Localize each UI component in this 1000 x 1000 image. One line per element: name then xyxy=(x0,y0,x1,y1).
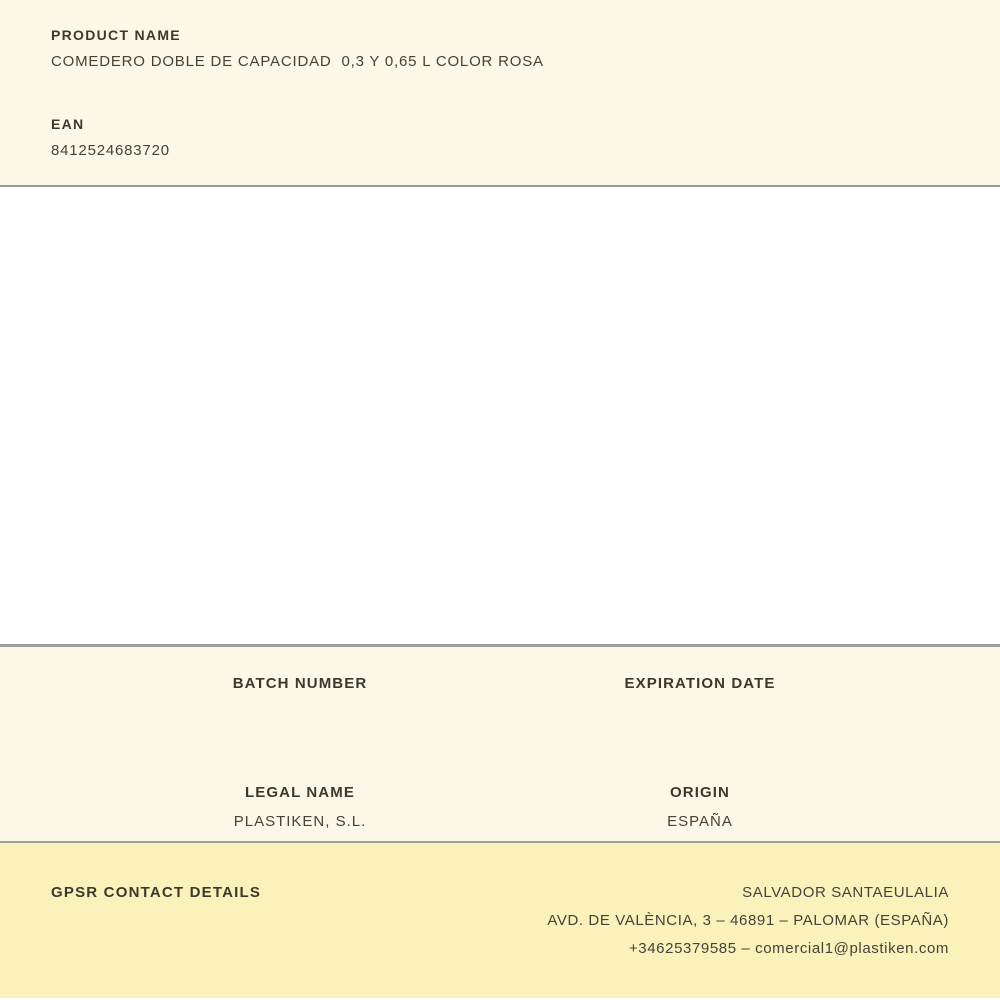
ean-label: EAN xyxy=(51,116,85,132)
details-section xyxy=(0,644,1000,843)
gpsr-contact-block xyxy=(547,879,949,963)
product-name-label: PRODUCT NAME xyxy=(51,27,181,43)
details-row-batch-expiration xyxy=(100,675,900,722)
product-image-area xyxy=(0,187,1000,644)
legal-name-cell xyxy=(100,784,500,831)
batch-number-value xyxy=(100,704,500,722)
ean-value: 8412524683720 xyxy=(51,142,170,159)
product-info-section xyxy=(0,0,1000,187)
product-name-value: COMEDERO DOBLE DE CAPACIDAD 0,3 Y 0,65 L COLOR ROSA xyxy=(51,53,544,70)
legal-name-value: PLASTIKEN, S.L. xyxy=(233,813,367,830)
legal-name-label: LEGAL NAME xyxy=(245,784,355,801)
gpsr-contact-section xyxy=(0,843,1000,998)
origin-cell xyxy=(500,784,900,831)
gpsr-contact-address: AVD. DE VALÈNCIA, 3 – 46891 – PALOMAR (ESPAÑA) xyxy=(547,912,949,929)
expiration-date-label: EXPIRATION DATE xyxy=(624,675,776,692)
details-row-legal-origin xyxy=(100,784,900,831)
gpsr-contact-label: GPSR CONTACT DETAILS xyxy=(51,884,262,901)
gpsr-contact-phone-email: +34625379585 – comercial1@plastiken.com xyxy=(628,940,949,957)
expiration-date-value xyxy=(500,704,900,722)
origin-value: ESPAÑA xyxy=(667,813,733,830)
batch-number-cell xyxy=(100,675,500,722)
gpsr-contact-name: SALVADOR SANTAEULALIA xyxy=(742,884,949,901)
origin-label: ORIGIN xyxy=(670,784,730,801)
expiration-date-cell xyxy=(500,675,900,722)
ean-block xyxy=(51,116,949,159)
batch-number-label: BATCH NUMBER xyxy=(232,675,368,692)
